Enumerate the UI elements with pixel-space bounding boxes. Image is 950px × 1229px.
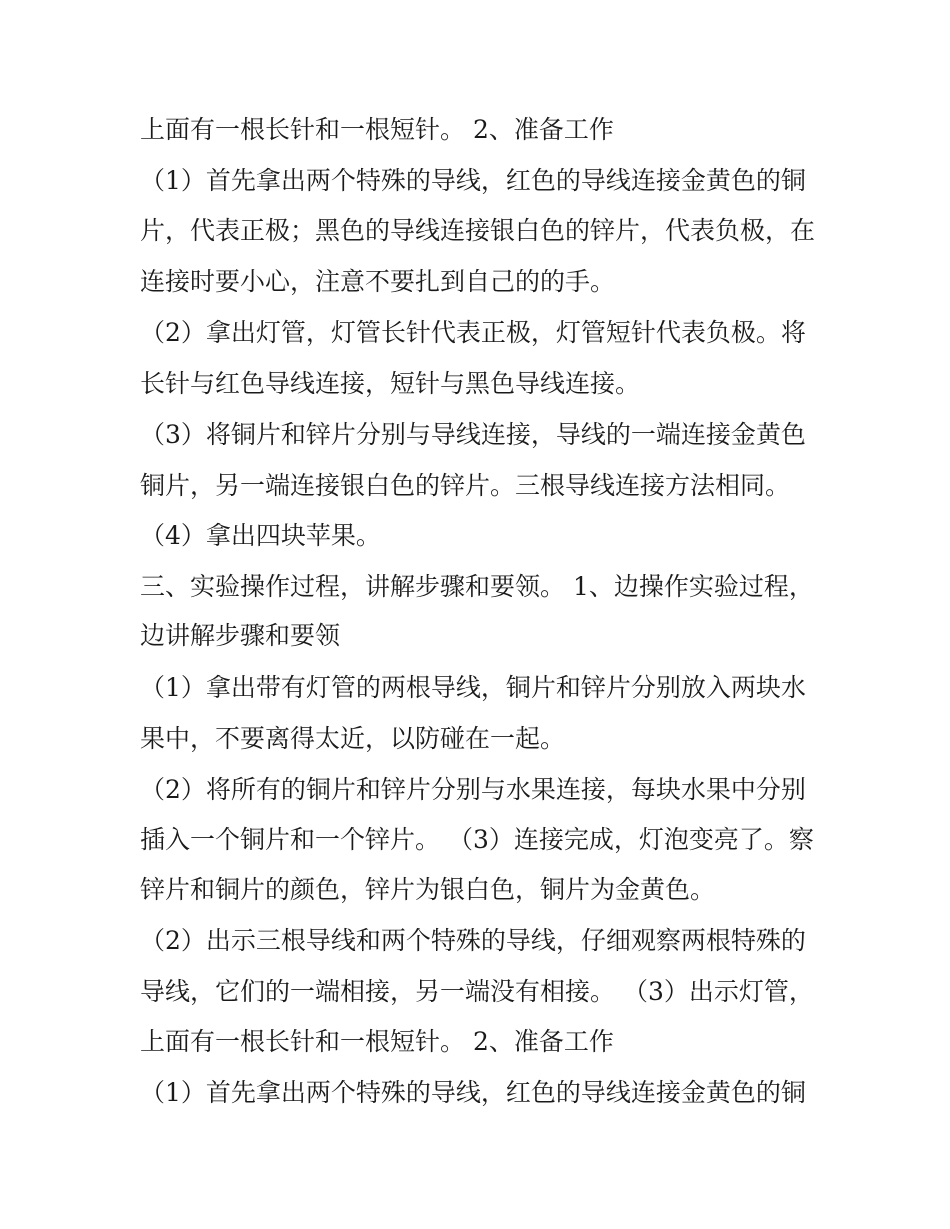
- text-line-12: （1）拿出带有灯管的两根导线，铜片和锌片分别放入两块水: [140, 673, 806, 702]
- text-line-14: （2）将所有的铜片和锌片分别与水果连接，每块水果中分别: [140, 775, 806, 804]
- text-line-9: （4）拿出四块苹果。: [140, 521, 381, 550]
- text-line-4: 连接时要小心，注意不要扎到自己的的手。: [140, 267, 616, 296]
- text-line-15: 插入一个铜片和一个锌片。 （3）连接完成，灯泡变亮了。察: [140, 825, 814, 854]
- text-line-19: 上面有一根长针和一根短针。 2、准备工作: [140, 1027, 614, 1056]
- text-line-17: （2）出示三根导线和两个特殊的导线，仔细观察两根特殊的: [140, 926, 806, 955]
- text-line-11: 边讲解步骤和要领: [140, 621, 341, 650]
- text-line-3: 片，代表正极；黑色的导线连接银白色的锌片，代表负极，在: [140, 216, 816, 245]
- text-line-7: （3）将铜片和锌片分别与导线连接，导线的一端连接金黄色: [140, 420, 806, 449]
- text-line-8: 铜片，另一端连接银白色的锌片。三根导线连接方法相同。: [140, 471, 791, 500]
- text-line-2: （1）首先拿出两个特殊的导线，红色的导线连接金黄色的铜: [140, 166, 806, 195]
- text-line-18: 导线，它们的一端相接，另一端没有相接。 （3）出示灯管，: [140, 977, 814, 1006]
- text-line-6: 长针与红色导线连接，短针与黑色导线连接。: [140, 369, 641, 398]
- text-line-5: （2）拿出灯管，灯管长针代表正极，灯管短针代表负极。将: [140, 318, 806, 347]
- text-line-1: 上面有一根长针和一根短针。 2、准备工作: [140, 115, 614, 144]
- text-line-16: 锌片和铜片的颜色，锌片为银白色，铜片为金黄色。: [140, 875, 716, 904]
- text-line-20: （1）首先拿出两个特殊的导线，红色的导线连接金黄色的铜: [140, 1078, 806, 1107]
- text-line-10: 三、实验操作过程，讲解步骤和要领。 1、边操作实验过程，: [140, 572, 814, 601]
- text-line-13: 果中，不要离得太近，以防碰在一起。: [140, 724, 566, 753]
